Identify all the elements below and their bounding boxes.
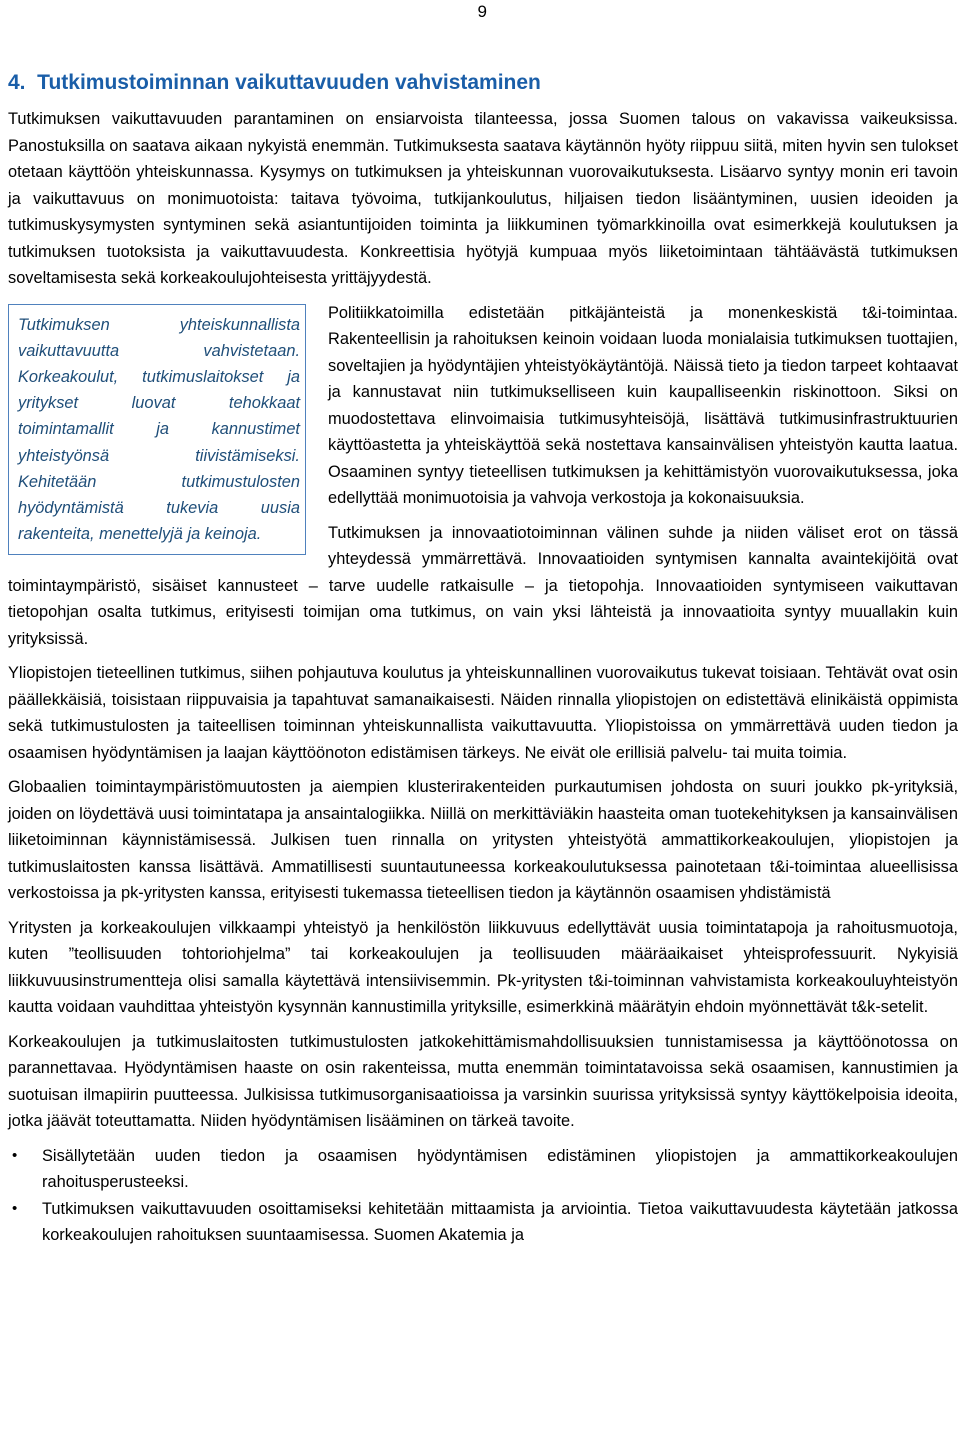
page-number: 9 bbox=[477, 2, 487, 21]
policy-paragraph: Politiikkatoimilla edistetään pitkäjänteistä ja monenkeskistä t&i-toimintaa. Rakenteellisin ja rahoituksen keinoin voidaan luoda monialaisia tutkimuksen tuottajien, soveltajien ja hyödyntäjien yhteistyökäytäntöjä. Näissä tieto ja tiedon tarpeet kohtaavat ja kannustavat niin tutkimukselliseen kuin kaupalliseenkin riskinottoon. Siksi on muodostettava elinvoimaisia tutkimusyhteisöjä, lisättävä tutkimusinfrastruktuurien käyttöastetta ja yhteiskäyttöä sekä nostettava kansainvälisen yhteistyön kautta laatua. Osaaminen syntyy tieteellisen tutkimuksen ja kehittämistyön vuorovaikutuksessa, joka edellyttää monimuotoisia ja vahvoja verkostoja ja kokonaisuuksia. bbox=[328, 303, 958, 507]
document-body bbox=[8, 106, 958, 1249]
sme-paragraph: Globaalien toimintaympäristömuutosten ja aiempien klusterirakenteiden purkautumisen johdosta on suuri joukko pk-yrityksiä, joiden on löydettävä uusi toimintatapa ja ansaintalogiikka. Niillä on merkittäviäkin haasteita oman tuotekehityksen ja kansainvälisen liiketoiminnan käynnistämisessä. Julkisen tuen rinnalla on yritysten yhteistyötä ammattikorkeakoulujen, yliopistojen ja tutkimuslaitosten kanssa lisättävä. Ammatillisesti suuntautuneessa korkeakoulutuksessa painotetaan t&i-toimintaa alueellisissa verkostoissa ja pk-yritysten kanssa, erityisesti tukemassa tieteellisen tiedon ja käytännön osaamisen yhdistämistä bbox=[8, 778, 958, 902]
cooperation-paragraph: Yritysten ja korkeakoulujen vilkkaampi yhteistyö ja henkilöstön liikkuvuus edellyttävät uusia toimintatapoja ja rahoitusmuotoja, kuten ”teollisuuden tohtoriohjelma” tai korkeakoulujen ja teollisuuden määräaikaiset yhteisprofessuurit. Nykyisiä liikkuvuusinstrumentteja olisi samalla käytettävä intensiivisemmin. Pk-yritysten t&i-toiminnan vahvistamista korkeakouluyhteistyön kautta voidaan vauhdittaa yhteistyön kysynnän kannustimilla yrityksille, esimerkkinä määrätyin ehdoin myönnettävät t&k-setelit. bbox=[8, 918, 958, 1016]
list-item bbox=[12, 1143, 958, 1196]
pull-quote-box: Tutkimuksen yhteiskunnallista vaikuttavuutta vahvistetaan. Korkeakoulut, tutkimuslaitokset ja yritykset luovat tehokkaat toimintamallit ja kannustimet yhteistyönsä tiivistämiseksi. Kehitetään tutkimustulosten hyödyntämistä tukevia uusia rakenteita, menettelyjä ja keinoja. bbox=[8, 304, 306, 556]
recommendation-list bbox=[8, 1143, 958, 1249]
section-heading: 4. Tutkimustoiminnan vaikuttavuuden vahvistaminen bbox=[8, 71, 541, 94]
bullet-icon: • bbox=[12, 1146, 18, 1164]
list-item-text: Tutkimuksen vaikuttavuuden osoittamiseksi kehitetään mittaamista ja arviointia. Tietoa vaikuttavuudesta käytetään jatkossa korkeakoulujen rahoituksen suuntaamisessa. Suomen Akatemia ja bbox=[42, 1199, 958, 1244]
list-item bbox=[12, 1196, 958, 1249]
intro-paragraph: Tutkimuksen vaikuttavuuden parantaminen on ensiarvoista tilanteessa, jossa Suomen talous on vakavissa vaikeuksissa. Panostuksilla on saatava aikaan nykyistä enemmän. Tutkimuksesta saatava käytännön hyöty riippuu siitä, miten hyvin sen tulokset otetaan käyttöön yhteiskunnassa. Kysymys on tutkimuksen ja yhteiskunnan vuorovaikutuksesta. Lisäarvo syntyy monin eri tavoin ja vaikuttavuus on monimuotoista: taitava työvoima, tutkijankoulutus, hiljaisen tiedon lisääntyminen, uusien ideoiden ja tutkimuskysymysten syntyminen sekä asiantuntijoiden toiminta ja liikkuminen työmarkkinoilla ovat esimerkkejä koulutuksen ja tutkimuksen tuotoksista ja vaikuttavuudesta. Konkreettisia hyötyjä kumpuaa myös liiketoimintaan tähtäävästä tutkimuksen soveltamisesta sekä korkeakoulujohteisesta yrittäjyydestä. bbox=[8, 110, 958, 287]
universities-paragraph: Yliopistojen tieteellinen tutkimus, siihen pohjautuva koulutus ja yhteiskunnallinen vuorovaikutus tukevat toisiaan. Tehtävät ovat osin päällekkäisiä, toisistaan riippuvaisia ja tapahtuvat samanaikaisesti. Näiden rinnalla yliopistojen on edistettävä elinikäistä oppimista sekä tutkimustulosten ja taiteellisen toiminnan yhteiskunnallista vaikuttavuutta. Yliopistoissa on ymmärrettävä uuden tiedon ja osaamisen hyödyntämisen ja laajan käyttöönoton edistämisen tärkeys. Ne eivät ole erillisiä palvelu- tai muita toimia. bbox=[8, 664, 958, 762]
utilization-paragraph: Korkeakoulujen ja tutkimuslaitosten tutkimustulosten jatkokehittämismahdollisuuksien tunnistamisessa ja käyttöönotossa on parannettavaa. Hyödyntämisen haaste on osin rakenteissa, mutta enemmän toimintatavoissa sekä osaamisen, kannustimien ja suotuisan ilmapiirin puutteessa. Julkisissa tutkimusorganisaatioissa ja varsinkin suurissa yrityksissä syntyy käyttökelpoisia ideoita, jotka jäävät toteuttamatta. Niiden hyödyntämisen lisääminen on tärkeä tavoite. bbox=[8, 1032, 958, 1130]
bullet-icon: • bbox=[12, 1199, 18, 1217]
list-item-text: Sisällytetään uuden tiedon ja osaamisen hyödyntämisen edistäminen yliopistojen ja ammattikorkeakoulujen rahoitusperusteeksi. bbox=[42, 1146, 958, 1191]
innovation-paragraph: Tutkimuksen ja innovaatiotoiminnan välinen suhde ja niiden väliset erot on tässä yhteydessä ymmärrettävä. Innovaatioiden syntymisen kannalta avaintekijöitä ovat toimintaympäristö, sisäiset kannusteet – tarve uudelle ratkaisulle – ja tietopohja. Innovaatioiden syntymiseen vaikuttavan tietopohjan osalta tutkimus, erityisesti toimijan oma tutkimus, on vain yksi lähteistä ja innovaatioita syntyy muuallakin kuin yrityksissä. bbox=[8, 523, 958, 648]
